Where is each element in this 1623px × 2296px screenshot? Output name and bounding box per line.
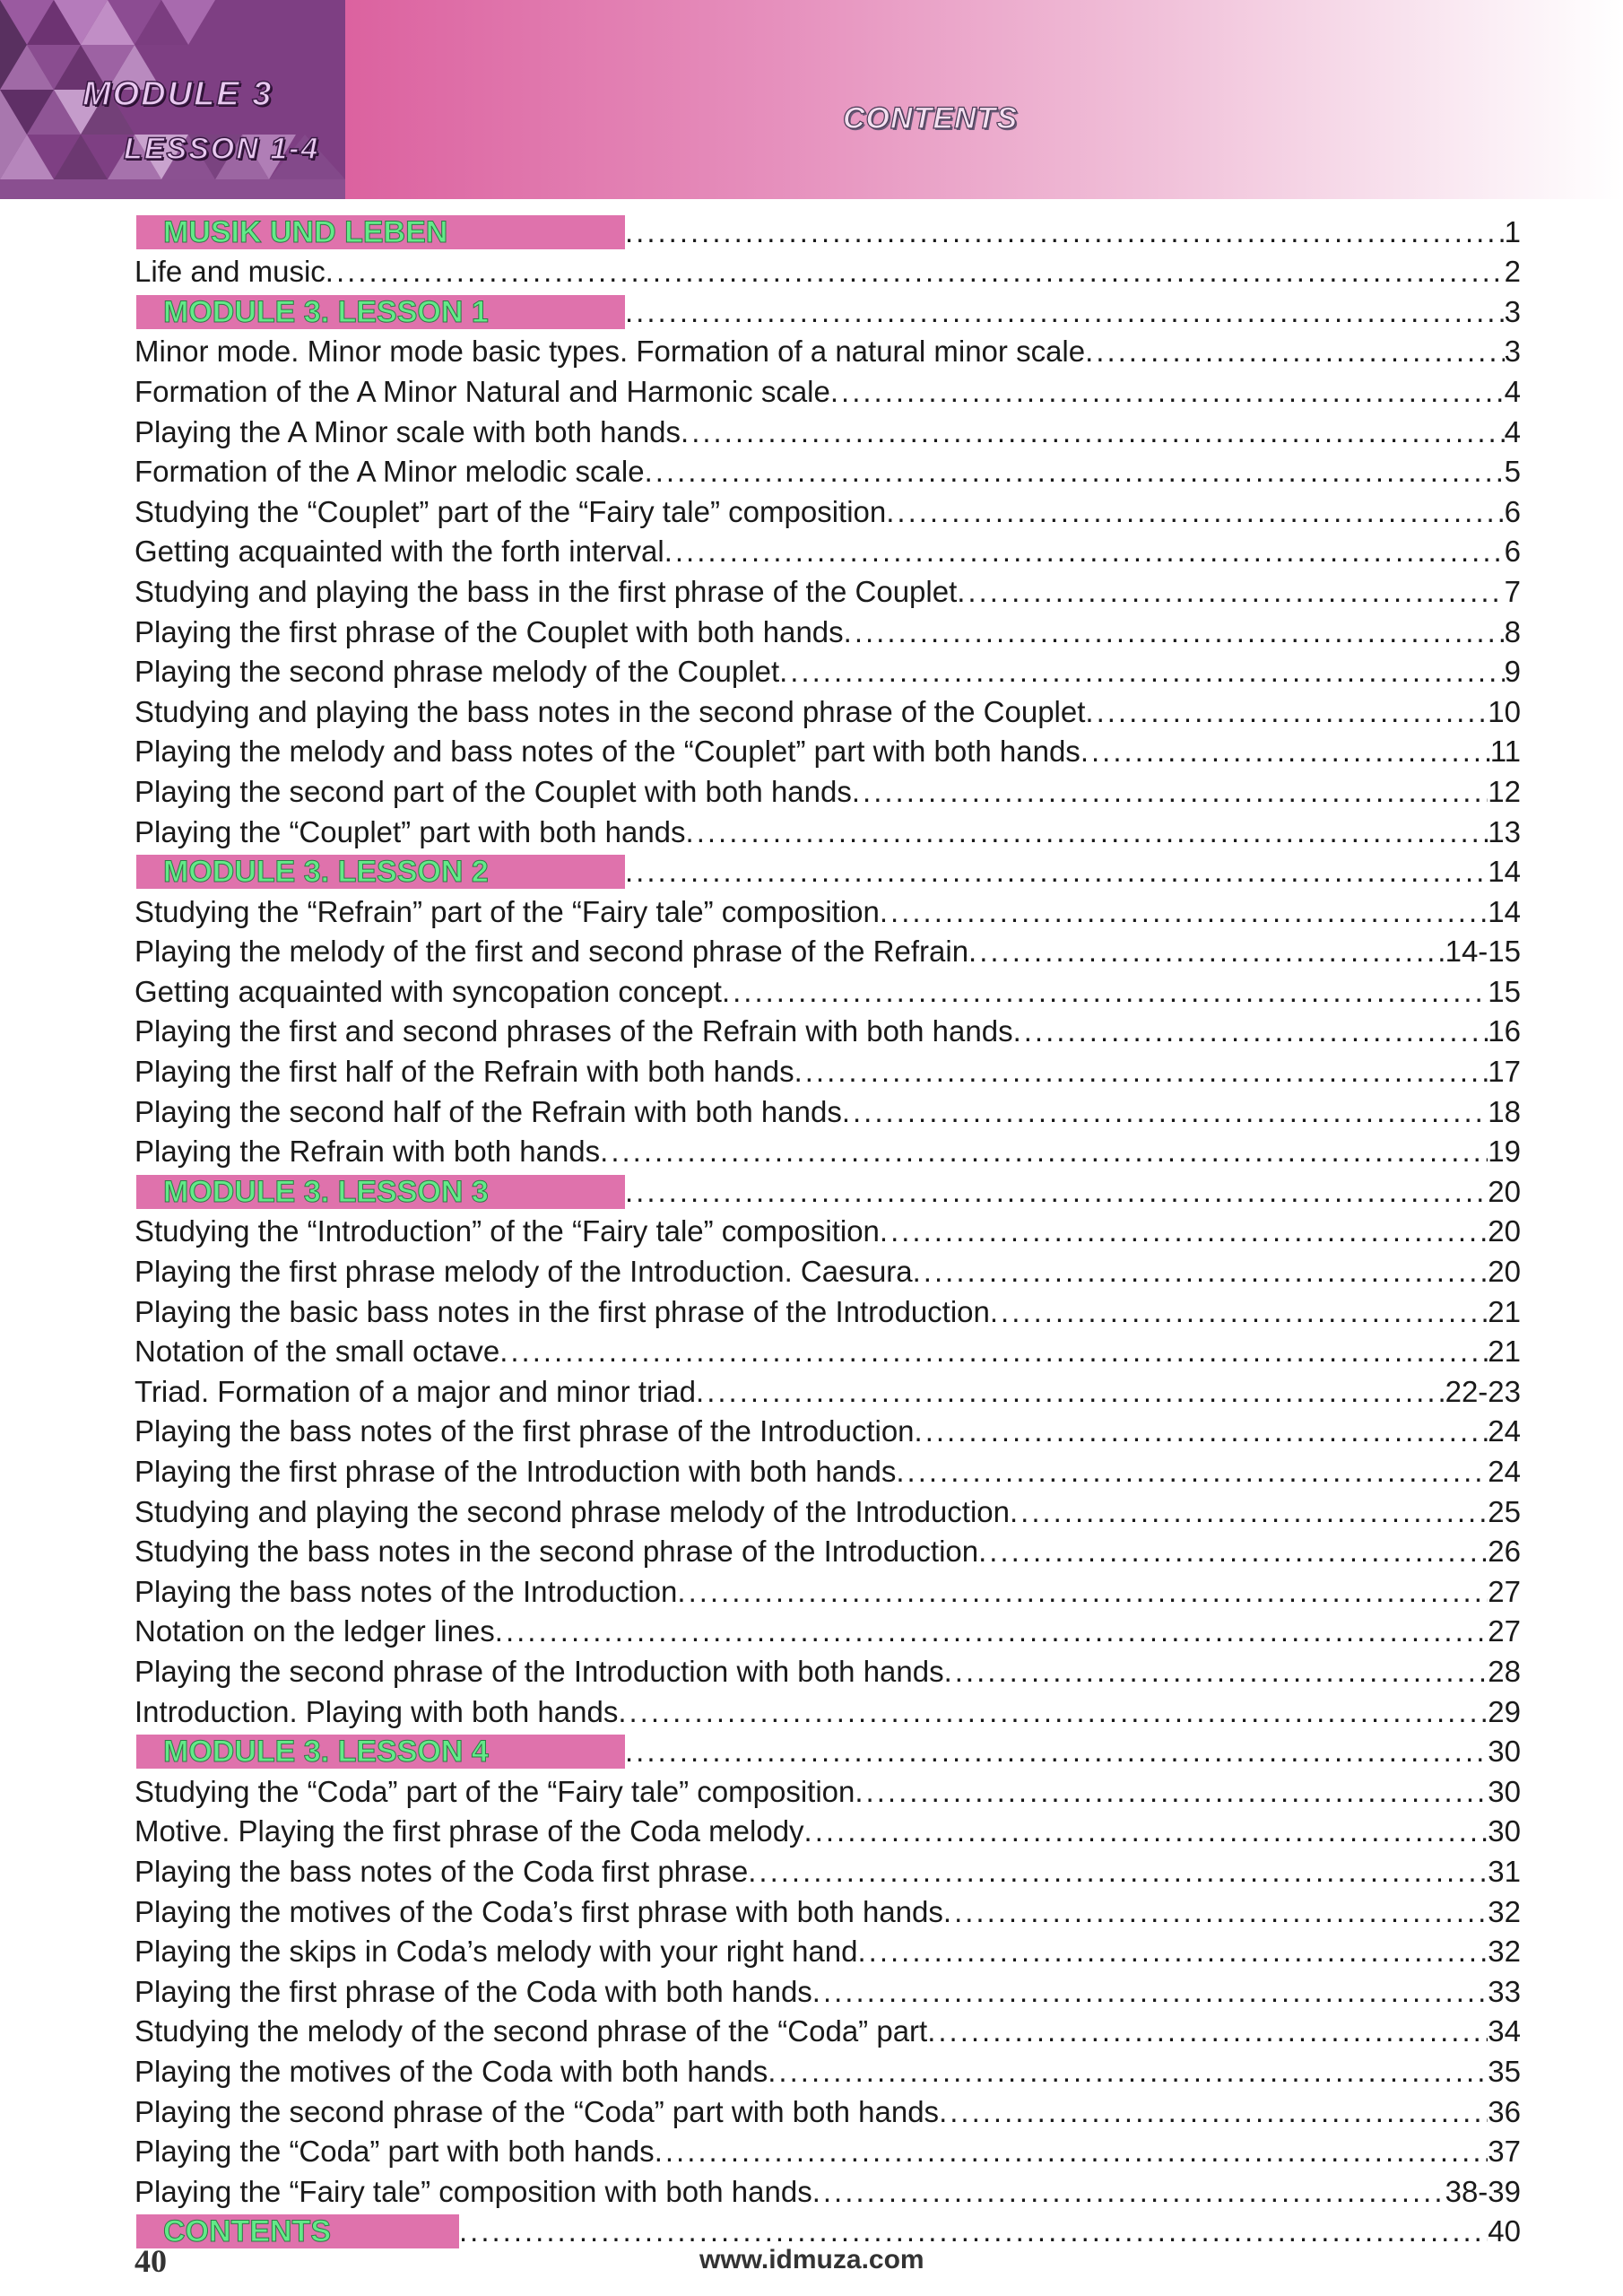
toc-entry-row[interactable]: [135, 1330, 1521, 1370]
toc-page-number: 30: [1488, 1774, 1521, 1808]
toc-entry-row[interactable]: [135, 1449, 1521, 1490]
toc-entry-row[interactable]: [135, 1930, 1521, 1970]
toc-page-number: 14: [1488, 894, 1521, 928]
lesson-label: LESSON 1-4: [124, 132, 320, 166]
toc-entry-text: Notation of the small octave: [135, 1335, 500, 1369]
dot-leader: [645, 454, 1505, 490]
toc-page-number: 3: [1504, 294, 1521, 328]
toc-entry-row[interactable]: [135, 2049, 1521, 2090]
dot-leader: [625, 214, 1505, 250]
toc-entry-text: Introduction. Playing with both hands: [135, 1694, 619, 1728]
dot-leader: [842, 1094, 1488, 1130]
dot-leader: [957, 574, 1504, 610]
toc-entry-row[interactable]: [135, 1249, 1521, 1290]
dot-leader: [618, 1694, 1488, 1730]
toc-page-number: 14: [1488, 855, 1521, 889]
dot-leader: [1085, 694, 1488, 730]
toc-section-row[interactable]: [135, 2210, 1521, 2250]
toc-entry-text: Playing the bass notes of the Introduction: [135, 1574, 678, 1608]
toc-entry-text: Studying and playing the bass notes in the second phrase of the Couplet: [135, 694, 1086, 728]
dot-leader: [495, 1613, 1488, 1649]
toc-page-number: 32: [1488, 1894, 1521, 1928]
dot-leader: [664, 534, 1505, 570]
toc-entry-text: Studying the “Refrain” part of the “Fairy tale” composition: [135, 894, 880, 928]
dot-leader: [915, 1413, 1488, 1449]
toc-entry-text: Playing the “Coda” part with both hands: [135, 2135, 655, 2169]
toc-entry-row[interactable]: [135, 1290, 1521, 1330]
dot-leader: [812, 2174, 1445, 2210]
toc-page-number: 24: [1488, 1414, 1521, 1448]
toc-section-row[interactable]: [135, 210, 1521, 250]
toc-entry-text: Formation of the A Minor melodic scale: [135, 455, 645, 489]
toc-page-number: 20: [1488, 1214, 1521, 1248]
toc-entry-text: Formation of the A Minor Natural and Harmonic scale: [135, 374, 830, 408]
dot-leader: [600, 1134, 1488, 1170]
dot-leader: [686, 814, 1488, 850]
dot-leader: [625, 854, 1488, 890]
toc-page-number: 3: [1504, 335, 1521, 369]
toc-page-number: 26: [1488, 1535, 1521, 1569]
toc-entry-row[interactable]: [135, 1410, 1521, 1450]
toc-page-number: 20: [1488, 1255, 1521, 1289]
toc-entry-text: Playing the basic bass notes in the first phrase of the Introduction: [135, 1294, 990, 1328]
dot-leader: [1085, 334, 1505, 370]
toc-entry-text: Playing the second phrase of the “Coda” part with both hands: [135, 2094, 940, 2128]
toc-entry-row[interactable]: [135, 490, 1521, 530]
toc-entry-text: Playing the “Fairy tale” composition with both hands: [135, 2174, 812, 2208]
toc-page-number: 20: [1488, 1174, 1521, 1208]
toc-entry-text: Studying the melody of the second phrase of the “Coda” part: [135, 2014, 928, 2048]
toc-entry-row[interactable]: [135, 650, 1521, 691]
toc-section-row[interactable]: [135, 850, 1521, 891]
toc-entry-text: Playing the first phrase of the Introduction with both hands: [135, 1455, 897, 1488]
toc-entry-row[interactable]: [135, 1849, 1521, 1890]
toc-section-label: [135, 294, 625, 330]
toc-page-number: 32: [1488, 1935, 1521, 1969]
toc-entry-row[interactable]: [135, 2090, 1521, 2130]
toc-entry-text: Playing the first phrase melody of the Introduction. Caesura: [135, 1255, 913, 1289]
toc-page-number: 38-39: [1445, 2174, 1521, 2208]
toc-entry-text: Notation on the ledger lines: [135, 1614, 495, 1648]
toc-page-number: 29: [1488, 1694, 1521, 1728]
dot-leader: [625, 294, 1505, 330]
toc-entry-text: Studying and playing the bass in the first phrase of the Couplet: [135, 574, 958, 608]
toc-page-number: 27: [1488, 1614, 1521, 1648]
toc-page-number: 14-15: [1445, 935, 1521, 969]
section-heading: [136, 1175, 625, 1209]
dot-leader: [990, 1294, 1488, 1330]
section-heading-text: MODULE 3. LESSON 3: [163, 1174, 489, 1209]
toc-entry-text: Life and music: [135, 255, 325, 289]
toc-section-label: [135, 1174, 625, 1210]
dot-leader: [696, 1374, 1445, 1410]
toc-page-number: 5: [1504, 455, 1521, 489]
toc-entry-row[interactable]: [135, 810, 1521, 850]
toc-page-number: 4: [1504, 414, 1521, 448]
dot-leader: [880, 1213, 1488, 1249]
toc-page-number: 21: [1488, 1335, 1521, 1369]
toc-page-number: 12: [1488, 774, 1521, 808]
toc-page-number: 9: [1504, 655, 1521, 689]
toc-entry-row[interactable]: [135, 610, 1521, 650]
dot-leader: [804, 1813, 1488, 1849]
dot-leader: [858, 1934, 1488, 1970]
module-label: MODULE 3: [82, 75, 273, 113]
section-heading-text: CONTENTS: [163, 2214, 331, 2249]
toc-entry-text: Playing the first phrase of the Coda with both hands: [135, 1974, 812, 2008]
toc-page-number: 34: [1488, 2014, 1521, 2048]
toc-page-number: 16: [1488, 1014, 1521, 1048]
toc-page-number: 4: [1504, 374, 1521, 408]
toc-entry-text: Minor mode. Minor mode basic types. Formation of a natural minor scale: [135, 335, 1086, 369]
toc-entry-row[interactable]: [135, 1090, 1521, 1130]
dot-leader: [459, 2213, 1488, 2249]
toc-entry-text: Motive. Playing the first phrase of the Coda melody: [135, 1814, 804, 1848]
toc-entry-text: Playing the second half of the Refrain with both hands: [135, 1094, 842, 1128]
toc-page-number: 30: [1488, 1735, 1521, 1769]
toc-entry-row[interactable]: [135, 1970, 1521, 2010]
toc-entry-text: Triad. Formation of a major and minor triad: [135, 1374, 697, 1408]
toc-entry-row[interactable]: [135, 730, 1521, 770]
toc-page-number: 17: [1488, 1055, 1521, 1089]
section-heading: [136, 1735, 625, 1769]
toc-section-label: [135, 214, 625, 250]
toc-entry-text: Playing the motives of the Coda with both hands: [135, 2054, 768, 2088]
toc-entry-text: Playing the bass notes of the first phrase of the Introduction: [135, 1414, 915, 1448]
dot-leader: [855, 1774, 1488, 1810]
toc-entry-row[interactable]: [135, 570, 1521, 610]
dot-leader: [625, 1734, 1488, 1770]
toc-entry-text: Studying the “Introduction” of the “Fairy tale” composition: [135, 1214, 880, 1248]
toc-page-number: 13: [1488, 814, 1521, 848]
dot-leader: [830, 374, 1505, 410]
dot-leader: [1081, 734, 1490, 770]
toc-section-label: [135, 2213, 459, 2249]
dot-leader: [812, 1974, 1488, 2010]
toc-page-number: 31: [1488, 1854, 1521, 1888]
section-heading-text: MUSIK UND LEBEN: [163, 214, 448, 249]
dot-leader: [939, 2094, 1488, 2130]
dot-leader: [681, 414, 1505, 450]
toc-entry-row[interactable]: [135, 1490, 1521, 1530]
toc-entry-row[interactable]: [135, 1570, 1521, 1610]
toc-page-number: 18: [1488, 1094, 1521, 1128]
dot-leader: [896, 1454, 1488, 1490]
toc-entry-text: Playing the skips in Coda’s melody with your right hand: [135, 1935, 858, 1969]
section-heading-text: MODULE 3. LESSON 1: [163, 294, 489, 329]
toc-entry-row[interactable]: [135, 530, 1521, 570]
dot-leader: [325, 254, 1505, 290]
dot-leader: [978, 1534, 1488, 1570]
toc-entry-row[interactable]: [135, 1810, 1521, 1850]
toc-entry-text: Playing the motives of the Coda’s first phrase with both hands: [135, 1894, 943, 1928]
toc-page-number: 35: [1488, 2054, 1521, 2088]
dot-leader: [886, 494, 1504, 530]
toc-entry-row[interactable]: [135, 1010, 1521, 1050]
toc-section-label: [135, 1734, 625, 1770]
toc-page-number: 15: [1488, 974, 1521, 1008]
toc-entry-text: Studying the “Coda” part of the “Fairy tale” composition: [135, 1774, 855, 1808]
section-heading: [136, 215, 625, 249]
toc-entry-text: Playing the first and second phrases of the Refrain with both hands: [135, 1014, 1013, 1048]
dot-leader: [943, 1894, 1488, 1930]
dot-leader: [1010, 1494, 1488, 1530]
toc-entry-row[interactable]: [135, 930, 1521, 970]
website-url: www.idmuza.com: [699, 2245, 924, 2274]
dot-leader: [722, 974, 1488, 1010]
toc-entry-row[interactable]: [135, 370, 1521, 410]
toc-entry-text: Playing the bass notes of the Coda first phrase: [135, 1854, 749, 1888]
page-number: 40: [135, 2243, 167, 2279]
toc-entry-row[interactable]: [135, 890, 1521, 930]
toc-entry-row[interactable]: [135, 250, 1521, 291]
toc-entry-row[interactable]: [135, 2130, 1521, 2170]
dot-leader: [1013, 1013, 1488, 1049]
toc-section-row[interactable]: [135, 290, 1521, 330]
page-title: CONTENTS: [843, 101, 1018, 135]
toc-page-number: 19: [1488, 1135, 1521, 1169]
toc-entry-text: Playing the Refrain with both hands: [135, 1135, 601, 1169]
toc-page-number: 22-23: [1445, 1374, 1521, 1408]
toc-entry-text: Playing the second phrase of the Introduction with both hands: [135, 1654, 944, 1688]
toc-entry-row[interactable]: [135, 690, 1521, 730]
toc-page-number: 40: [1488, 2214, 1521, 2248]
toc-entry-text: Getting acquainted with syncopation concept: [135, 974, 722, 1008]
toc-page-number: 30: [1488, 1814, 1521, 1848]
toc-entry-text: Playing the first phrase of the Couplet with both hands: [135, 614, 844, 648]
dot-leader: [968, 934, 1445, 970]
toc-entry-text: Studying the “Couplet” part of the “Fairy tale” composition: [135, 494, 887, 528]
toc-entry-row[interactable]: [135, 770, 1521, 810]
dot-leader: [768, 2054, 1488, 2090]
toc-entry-text: Playing the melody and bass notes of the “Couplet” part with both hands: [135, 735, 1081, 769]
toc-entry-text: Studying and playing the second phrase melody of the Introduction: [135, 1494, 1010, 1528]
toc-page-number: 8: [1504, 614, 1521, 648]
toc-entry-text: Playing the melody of the first and second phrase of the Refrain: [135, 935, 969, 969]
dot-leader: [794, 1054, 1488, 1090]
toc-entry-row[interactable]: [135, 1210, 1521, 1250]
toc-entry-row[interactable]: [135, 2170, 1521, 2210]
toc-entry-row[interactable]: [135, 1770, 1521, 1810]
section-heading: [136, 295, 625, 329]
toc-entry-row[interactable]: [135, 1890, 1521, 1930]
toc-entry-row[interactable]: [135, 330, 1521, 370]
section-heading: [136, 855, 625, 889]
toc-page-number: 6: [1504, 494, 1521, 528]
toc-page-number: 24: [1488, 1455, 1521, 1488]
toc-page-number: 28: [1488, 1654, 1521, 1688]
toc-entry-row[interactable]: [135, 970, 1521, 1010]
toc-page-number: 7: [1504, 574, 1521, 608]
toc-entry-text: Getting acquainted with the forth interval: [135, 535, 664, 569]
dot-leader: [844, 614, 1505, 650]
toc-entry-text: Playing the first half of the Refrain with both hands: [135, 1055, 794, 1089]
toc-entry-text: Playing the “Couplet” part with both hands: [135, 814, 686, 848]
dot-leader: [499, 1334, 1488, 1370]
toc-section-label: [135, 854, 625, 890]
toc-entry-text: Playing the second part of the Couplet with both hands: [135, 774, 852, 808]
toc-section-row[interactable]: [135, 1730, 1521, 1770]
section-heading-text: MODULE 3. LESSON 4: [163, 1735, 489, 1770]
toc-page-number: 33: [1488, 1974, 1521, 2008]
dot-leader: [913, 1254, 1488, 1290]
toc-entry-row[interactable]: [135, 1130, 1521, 1170]
toc-entry-row[interactable]: [135, 1530, 1521, 1570]
toc-entry-row[interactable]: [135, 1649, 1521, 1690]
dot-leader: [677, 1574, 1488, 1610]
dot-leader: [927, 2013, 1488, 2049]
dot-leader: [880, 894, 1488, 930]
toc-entry-text: Playing the second phrase melody of the Couplet: [135, 655, 780, 689]
toc-page-number: 37: [1488, 2135, 1521, 2169]
toc-entry-text: Playing the A Minor scale with both hands: [135, 414, 681, 448]
dot-leader: [748, 1854, 1488, 1890]
toc-entry-row[interactable]: [135, 1049, 1521, 1090]
toc-entry-row[interactable]: [135, 1610, 1521, 1650]
toc-page-number: 27: [1488, 1574, 1521, 1608]
toc-entry-row[interactable]: [135, 2010, 1521, 2050]
toc-page-number: 2: [1504, 255, 1521, 289]
dot-leader: [779, 654, 1505, 690]
toc-page-number: 36: [1488, 2094, 1521, 2128]
toc-page-number: 6: [1504, 535, 1521, 569]
dot-leader: [625, 1174, 1488, 1210]
table-of-contents: [135, 210, 1521, 2249]
toc-page-number: 10: [1488, 694, 1521, 728]
toc-entry-row[interactable]: [135, 1370, 1521, 1410]
toc-entry-row[interactable]: [135, 410, 1521, 450]
toc-entry-row[interactable]: [135, 450, 1521, 491]
toc-entry-text: Studying the bass notes in the second phrase of the Introduction: [135, 1535, 979, 1569]
toc-page-number: 11: [1489, 735, 1521, 769]
page-header: [0, 0, 1623, 199]
toc-section-row[interactable]: [135, 1170, 1521, 1210]
dot-leader: [852, 774, 1488, 810]
toc-entry-row[interactable]: [135, 1690, 1521, 1730]
dot-leader: [944, 1654, 1488, 1690]
toc-page-number: 1: [1504, 214, 1521, 248]
section-heading: [136, 2214, 459, 2248]
toc-page-number: 21: [1488, 1294, 1521, 1328]
section-heading-text: MODULE 3. LESSON 2: [163, 855, 489, 890]
toc-page-number: 25: [1488, 1494, 1521, 1528]
dot-leader: [655, 2134, 1488, 2170]
